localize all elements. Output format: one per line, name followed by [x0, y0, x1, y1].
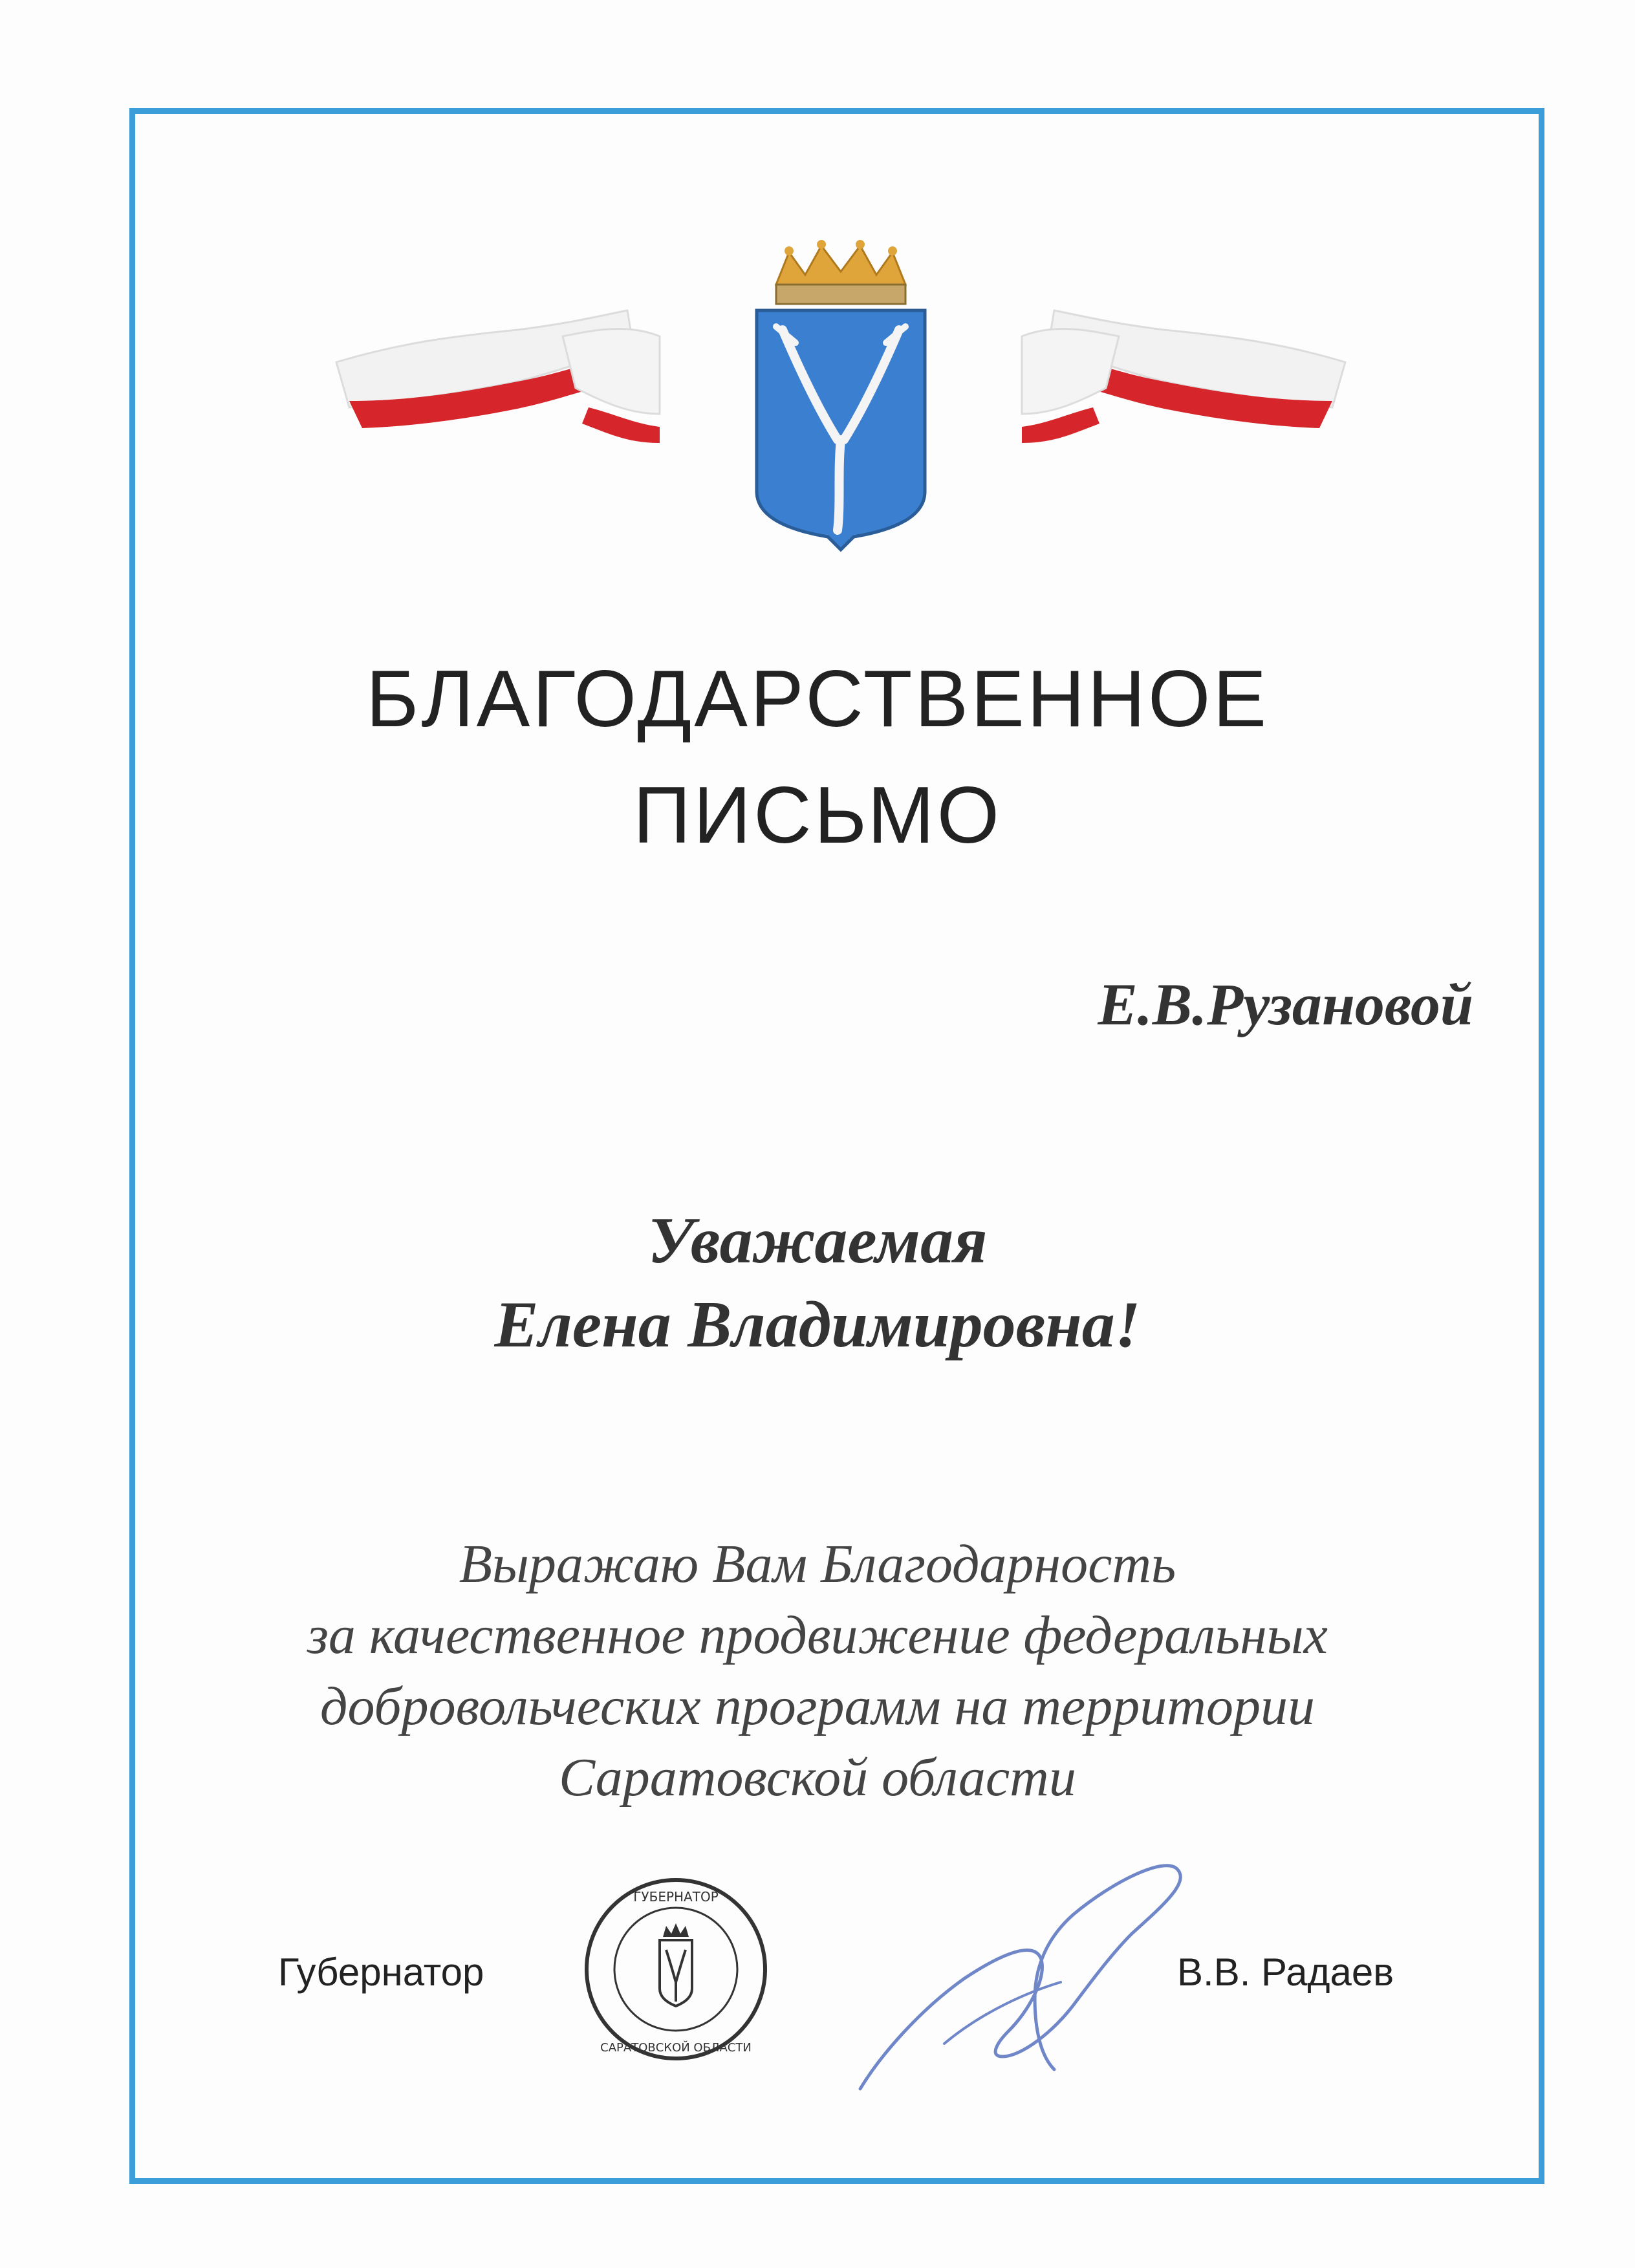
official-seal — [582, 1875, 770, 2063]
document-title-line-2: ПИСЬМО — [633, 771, 1002, 860]
signatory-name: В.В. Радаев — [1177, 1950, 1394, 1994]
body-text-line: Саратовской области — [559, 1747, 1076, 1808]
right-ribbon — [1022, 310, 1345, 443]
svg-text:САРАТОВСКОЙ ОБЛАСТИ: САРАТОВСКОЙ ОБЛАСТИ — [600, 2041, 752, 2055]
body-text-line: за качественное продвижение федеральных — [307, 1605, 1328, 1665]
recipient-name: Е.В.Рузановой — [1098, 971, 1473, 1037]
coat-of-arms-emblem — [323, 239, 1358, 563]
shield-icon — [757, 310, 925, 550]
handwritten-signature — [841, 1843, 1203, 2115]
crown-icon — [776, 240, 905, 304]
body-text-line: Выражаю Вам Благодарность — [459, 1534, 1176, 1594]
body-text-line: добровольческих программ на территории — [320, 1676, 1315, 1736]
left-ribbon — [336, 310, 660, 443]
greeting-line-1: Уважаемая — [647, 1204, 988, 1277]
document-title-line-1: БЛАГОДАРСТВЕННОЕ — [365, 654, 1270, 744]
svg-text:ГУБЕРНАТОР: ГУБЕРНАТОР — [633, 1889, 719, 1905]
signatory-title: Губернатор — [278, 1950, 484, 1994]
greeting-line-2: Елена Владимировна! — [494, 1288, 1141, 1361]
